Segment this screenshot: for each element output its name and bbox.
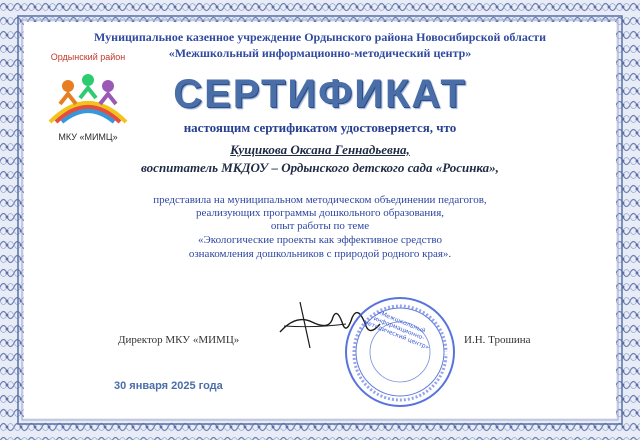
official-stamp — [340, 292, 460, 412]
organization-name: Муниципальное казенное учреждение Ордынского района Новосибирской области — [94, 30, 546, 44]
recipient-position: воспитатель МКДОУ – Ордынского детского сада «Росинка», — [141, 160, 499, 175]
body-line: «Экологические проекты как эффективное средство — [198, 234, 442, 246]
body-line: представила на муниципальном методическом объединении педагогов, — [153, 194, 487, 206]
logo-top-text: Ордынский район — [50, 52, 126, 62]
certificate-title: СЕРТИФИКАТ — [173, 72, 467, 116]
body-line: реализующих программы дошкольного образования, — [195, 207, 444, 219]
organization-subtitle: «Межшкольный информационно-методический центр» — [168, 46, 472, 60]
body-line: ознакомления дошкольников с природой родного края». — [188, 248, 452, 260]
recipient-name: Кущикова Оксана Геннадьевна, — [230, 142, 410, 157]
certificate-date: 30 января 2025 года — [114, 380, 223, 392]
director-label: Директор МКУ «МИМЦ» — [118, 334, 240, 346]
body-line: опыт работы по теме — [270, 220, 370, 232]
stamp-icon — [340, 292, 460, 412]
logo-bottom-text: МКУ «МИМЦ» — [58, 132, 118, 142]
stamp-text: «Межшкольный информационно-методический центр» — [362, 309, 431, 352]
director-name: И.Н. Трошина — [464, 334, 531, 346]
certificate-subtitle: настоящим сертификатом удостоверяется, что — [183, 120, 457, 135]
